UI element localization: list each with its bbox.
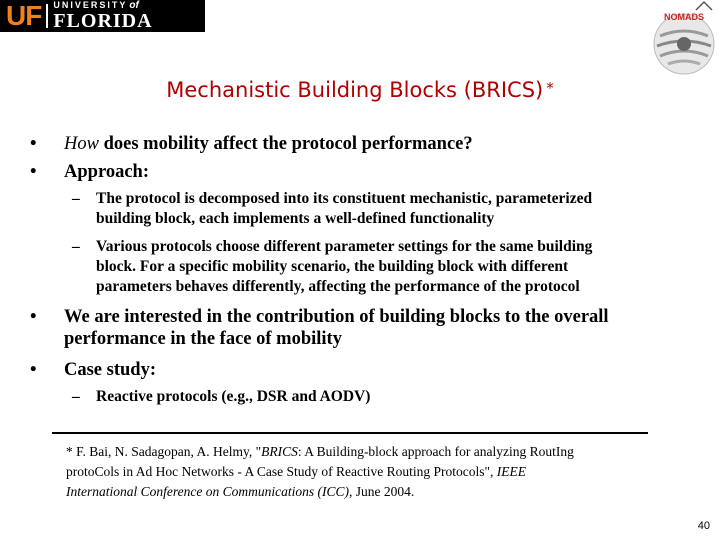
title-footnote-marker: * [546, 79, 554, 97]
sub-bullet-line: building block, each implements a well-defined functionality [96, 210, 495, 227]
uf-logo [0, 0, 205, 32]
sub-bullet-line: The protocol is decomposed into its constituent mechanistic, parameterized [96, 190, 593, 207]
uf-wordmark [53, 1, 152, 31]
sub-bullet-dash: – [72, 238, 80, 255]
uf-florida-text: FLORIDA [53, 10, 153, 32]
slide-title-text: Mechanistic Building Blocks (BRICS) [166, 78, 544, 102]
footnote-rule [52, 432, 648, 434]
bullet-text: does mobility affect the protocol performance? [98, 134, 473, 154]
bullet-dot: • [30, 134, 37, 154]
header-bar [0, 0, 720, 40]
bullet-line: We are interested in the contribution of building blocks to the overall [64, 307, 609, 327]
nomads-logo-icon [644, 0, 720, 84]
sub-bullet-dash: – [72, 190, 80, 207]
sub-bullet-dash: – [72, 388, 80, 405]
bullet-dot: • [30, 307, 37, 327]
sub-bullet-text: Reactive protocols (e.g., DSR and AODV) [96, 388, 371, 405]
sub-bullet-line: block. For a specific mobility scenario, the building block with different [96, 258, 569, 275]
slide-title [0, 78, 720, 102]
sub-bullet-line: Various protocols choose different parameter settings for the same building [96, 238, 593, 255]
bullet-italic: How [64, 134, 99, 154]
sub-bullet-line: parameters behaves differently, affecting the performance of the protocol [96, 278, 580, 295]
bullet-text: Approach: [64, 162, 149, 182]
nomads-label: NOMADS [664, 12, 704, 22]
bullet-dot: • [30, 162, 37, 182]
uf-monogram: UF [6, 0, 42, 31]
uf-logo-divider [46, 4, 48, 28]
bullet-text: Case study: [64, 360, 156, 380]
page-number: 40 [697, 520, 710, 532]
bullet-dot: • [30, 360, 37, 380]
uf-university-text: UNIVERSITY of [53, 0, 139, 11]
footnote: * F. Bai, N. Sadagopan, A. Helmy, "BRICS: A Building-block approach for analyzing RoutIng protoCols in Ad Hoc Networks - A Case Study of Reactive Routing Protocols", IEEE International Conference on Communications (ICC), June 2004. [66, 444, 574, 499]
bullet-line: performance in the face of mobility [64, 329, 342, 349]
